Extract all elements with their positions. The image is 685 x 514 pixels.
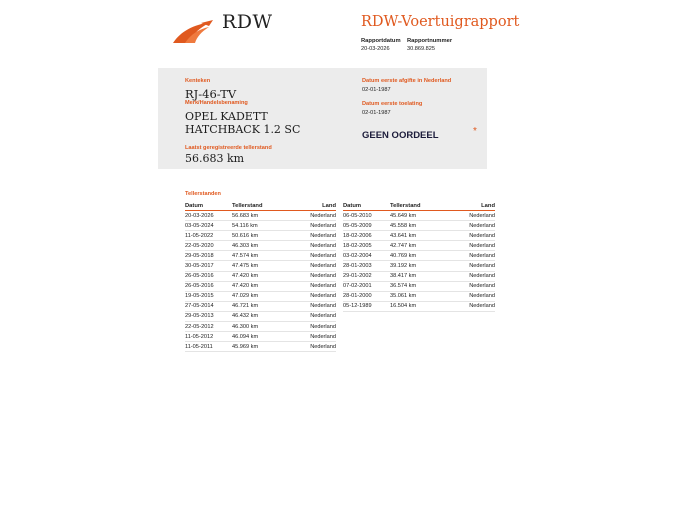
cell-tellerstand: 56.683 km [232, 212, 259, 219]
cell-datum: 22-05-2012 [185, 323, 214, 330]
cell-tellerstand: 46.303 km [232, 242, 259, 249]
eerste-afgifte-value: 02-01-1987 [362, 87, 391, 93]
table-row [343, 282, 495, 292]
table-row [185, 282, 336, 292]
report-number: 30.869.825 [407, 46, 435, 52]
table-row [185, 342, 336, 352]
cell-tellerstand: 47.475 km [232, 263, 259, 270]
cell-tellerstand: 43.641 km [390, 232, 417, 239]
table-row [185, 251, 336, 261]
table-row [343, 231, 495, 241]
kenteken-label: Kenteken [185, 78, 211, 84]
table-row [185, 302, 336, 312]
table-row [185, 241, 336, 251]
cell-datum: 30-05-2017 [185, 263, 214, 270]
table-row [343, 272, 495, 282]
report-title: RDW-Voertuigrapport [361, 14, 520, 30]
eerste-toelating-value: 02-01-1987 [362, 110, 391, 116]
table-row [185, 211, 336, 221]
cell-land: Nederland [310, 273, 336, 280]
cell-land: Nederland [310, 263, 336, 270]
cell-datum: 18-02-2005 [343, 242, 372, 249]
cell-land: Nederland [310, 212, 336, 219]
cell-tellerstand: 45.969 km [232, 343, 259, 350]
cell-land: Nederland [310, 303, 336, 310]
cell-datum: 06-05-2010 [343, 212, 372, 219]
cell-tellerstand: 46.432 km [232, 313, 259, 320]
report-date: 20-03-2026 [361, 46, 390, 52]
cell-land: Nederland [310, 232, 336, 239]
table-row [185, 292, 336, 302]
table-row [343, 221, 495, 231]
cell-datum: 19-05-2015 [185, 293, 214, 300]
oordeel-marker: * [473, 126, 477, 137]
tellerstand-value: 56.683 km [185, 152, 245, 165]
table-row [185, 221, 336, 231]
cell-datum: 28-01-2003 [343, 263, 372, 270]
tellerstanden-table-right [343, 201, 495, 312]
cell-tellerstand: 50.616 km [232, 232, 259, 239]
table-row [343, 241, 495, 251]
table-row [185, 231, 336, 241]
cell-land: Nederland [469, 303, 495, 310]
table-row [185, 261, 336, 271]
cell-datum: 29-01-2002 [343, 273, 372, 280]
table-row [343, 211, 495, 221]
eerste-afgifte-label: Datum eerste afgifte in Nederland [362, 78, 452, 84]
table-row [185, 332, 336, 342]
cell-datum: 26-05-2016 [185, 283, 214, 290]
cell-datum: 11-05-2022 [185, 232, 214, 239]
tellerstanden-table-left [185, 201, 336, 352]
cell-land: Nederland [310, 283, 336, 290]
cell-datum: 22-05-2020 [185, 242, 214, 249]
cell-land: Nederland [310, 222, 336, 229]
cell-tellerstand: 47.029 km [232, 293, 259, 300]
cell-tellerstand: 46.721 km [232, 303, 259, 310]
cell-datum: 03-02-2004 [343, 252, 372, 259]
cell-land: Nederland [469, 293, 495, 300]
cell-tellerstand: 46.300 km [232, 323, 259, 330]
table-row [343, 302, 495, 312]
cell-tellerstand: 39.192 km [390, 263, 417, 270]
cell-datum: 20-03-2026 [185, 212, 214, 219]
cell-land: Nederland [469, 252, 495, 259]
tellerstand-label: Laatst geregistreerde tellerstand [185, 145, 272, 151]
table-header [185, 201, 336, 211]
merk-value-line1: OPEL KADETT [185, 110, 268, 123]
cell-datum: 05-12-1989 [343, 303, 372, 310]
kenteken-value: RJ-46-TV [185, 87, 237, 101]
cell-datum: 27-05-2014 [185, 303, 214, 310]
cell-land: Nederland [469, 273, 495, 280]
cell-land: Nederland [310, 293, 336, 300]
cell-datum: 11-05-2012 [185, 333, 214, 340]
column-header-datum: Datum [185, 203, 204, 209]
column-header-tellerstand: Tellerstand [232, 203, 263, 209]
cell-tellerstand: 38.417 km [390, 273, 417, 280]
cell-land: Nederland [469, 283, 495, 290]
table-row [343, 261, 495, 271]
eerste-toelating-label: Datum eerste toelating [362, 101, 423, 107]
cell-tellerstand: 40.769 km [390, 252, 417, 259]
cell-tellerstand: 54.116 km [232, 222, 258, 229]
cell-land: Nederland [310, 252, 336, 259]
merk-label: Merk/Handelsbenaming [185, 100, 248, 106]
cell-datum: 26-05-2016 [185, 273, 214, 280]
cell-land: Nederland [469, 232, 495, 239]
cell-land: Nederland [469, 242, 495, 249]
cell-land: Nederland [310, 313, 336, 320]
cell-datum: 28-01-2000 [343, 293, 372, 300]
cell-tellerstand: 47.420 km [232, 273, 259, 280]
table-row [185, 312, 336, 322]
cell-land: Nederland [469, 212, 495, 219]
cell-tellerstand: 45.558 km [390, 222, 417, 229]
cell-tellerstand: 36.574 km [390, 283, 417, 290]
cell-land: Nederland [469, 263, 495, 270]
merk-value-line2: HATCHBACK 1.2 SC [185, 123, 301, 136]
column-header-land: Land [322, 203, 336, 209]
report-number-label: Rapportnummer [407, 38, 453, 44]
cell-land: Nederland [310, 242, 336, 249]
cell-tellerstand: 35.061 km [390, 293, 417, 300]
table-header [343, 201, 495, 211]
cell-datum: 18-02-2006 [343, 232, 372, 239]
column-header-land: Land [481, 203, 495, 209]
cell-datum: 03-05-2024 [185, 222, 214, 229]
cell-datum: 29-05-2018 [185, 252, 214, 259]
column-header-datum: Datum [343, 203, 362, 209]
cell-land: Nederland [310, 333, 336, 340]
column-header-tellerstand: Tellerstand [390, 203, 421, 209]
oordeel-status: GEEN OORDEEL [362, 130, 439, 141]
tellerstanden-section-label: Tellerstanden [185, 191, 221, 197]
cell-tellerstand: 47.420 km [232, 283, 259, 290]
logo-text: RDW [222, 11, 273, 33]
cell-land: Nederland [310, 343, 336, 350]
cell-land: Nederland [469, 222, 495, 229]
table-row [185, 272, 336, 282]
cell-datum: 07-02-2001 [343, 283, 372, 290]
cell-tellerstand: 16.504 km [390, 303, 417, 310]
cell-datum: 05-05-2009 [343, 222, 372, 229]
cell-tellerstand: 46.094 km [232, 333, 259, 340]
rdw-logo-icon [171, 19, 215, 45]
table-row [343, 292, 495, 302]
cell-land: Nederland [310, 323, 336, 330]
cell-tellerstand: 47.574 km [232, 252, 259, 259]
table-row [343, 251, 495, 261]
cell-tellerstand: 45.649 km [390, 212, 417, 219]
cell-tellerstand: 42.747 km [390, 242, 417, 249]
table-row [185, 322, 336, 332]
cell-datum: 11-05-2011 [185, 343, 213, 350]
cell-datum: 29-05-2013 [185, 313, 214, 320]
report-date-label: Rapportdatum [361, 38, 401, 44]
